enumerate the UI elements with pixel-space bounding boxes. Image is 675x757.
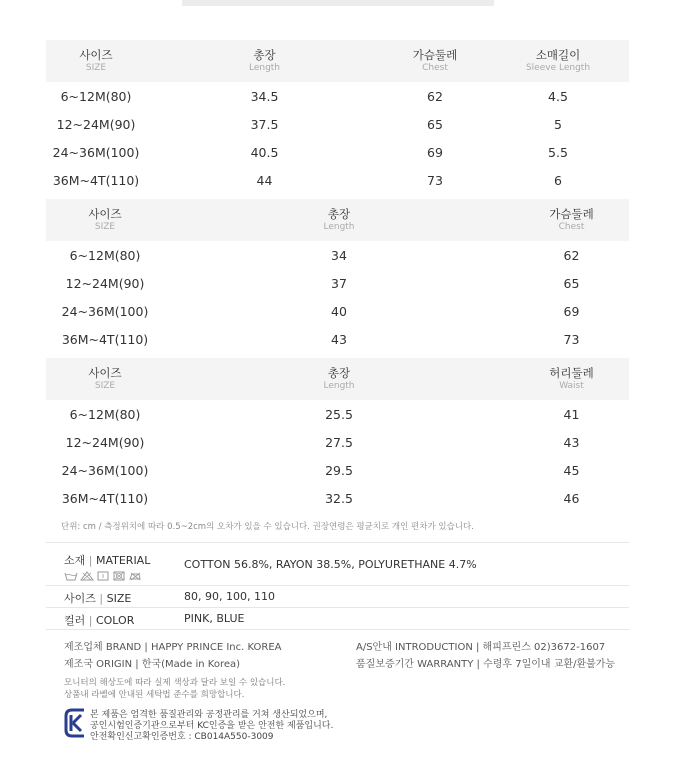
table-row	[46, 456, 629, 484]
cell-size: 6~12M(80)	[69, 247, 141, 263]
cell-size: 12~24M(90)	[56, 116, 136, 132]
cell-length: 37	[331, 275, 347, 291]
cell-sleeve: 6	[554, 172, 562, 188]
cell-size: 24~36M(100)	[52, 144, 140, 160]
cell-sleeve: 5.5	[548, 144, 568, 160]
table-row	[46, 166, 629, 194]
cell-length: 34.5	[250, 88, 279, 104]
cell-size: 12~24M(90)	[65, 275, 145, 291]
cell-length: 43	[331, 331, 347, 347]
kc-text-line-1: 본 제품은 엄격한 품질관리와 공정관리를 거쳐 생산되었으며,	[90, 710, 328, 720]
cell-chest: 69	[563, 303, 580, 319]
size-label: 사이즈 | SIZE	[64, 592, 132, 605]
cell-waist: 43	[563, 434, 580, 450]
table-header-row	[46, 40, 629, 82]
cell-length: 40.5	[250, 144, 279, 160]
cell-chest: 73	[427, 172, 443, 188]
kc-certification-icon	[64, 706, 86, 740]
cell-waist: 46	[563, 490, 580, 506]
cell-size: 36M~4T(110)	[52, 172, 140, 188]
cell-chest: 65	[427, 116, 443, 132]
kc-text-line-2: 공인시험인증기관으로부터 KC인증을 받은 안전한 제품입니다.	[90, 721, 334, 731]
divider	[46, 607, 629, 608]
cell-size: 12~24M(90)	[65, 434, 145, 450]
cell-waist: 45	[563, 462, 580, 478]
warranty-info: 품질보증기간 WARRANTY | 수령후 7일이내 교환/환불가능	[356, 659, 616, 670]
cell-chest: 69	[427, 144, 443, 160]
header-length: 총장 Length	[164, 199, 514, 241]
divider	[46, 629, 629, 630]
size-value: 80, 90, 100, 110	[184, 590, 275, 603]
top-divider-bar	[182, 0, 494, 6]
header-sleeve-length: 소매길이 Sleeve Length	[487, 40, 629, 82]
cell-length: 32.5	[325, 490, 353, 506]
as-info: A/S안내 INTRODUCTION | 해피프린스 02)3672-1607	[356, 642, 606, 653]
table-row	[46, 428, 629, 456]
cell-length: 27.5	[325, 434, 353, 450]
table-row	[46, 269, 629, 297]
header-chest: 가슴둘레 Chest	[514, 199, 629, 241]
table-row	[46, 325, 629, 353]
cell-length: 40	[331, 303, 347, 319]
monitor-notice: 모니터의 해상도에 따라 실제 색상과 달라 보일 수 있습니다.	[64, 678, 286, 688]
cell-length: 29.5	[325, 462, 353, 478]
size-table-bottom	[46, 358, 629, 512]
header-length: 총장 Length	[164, 358, 514, 400]
table-row	[46, 110, 629, 138]
cell-length: 37.5	[250, 116, 279, 132]
material-value: COTTON 56.8%, RAYON 38.5%, POLYURETHANE 4.7%	[184, 558, 477, 571]
brand-info: 제조업체 BRAND | HAPPY PRINCE Inc. KOREA	[64, 642, 282, 653]
cell-size: 36M~4T(110)	[61, 490, 149, 506]
care-icons	[64, 566, 142, 576]
cell-size: 6~12M(80)	[60, 88, 132, 104]
color-label: 컬러 | COLOR	[64, 614, 135, 627]
measurement-note: 단위: cm / 측정위치에 따라 0.5~2cm의 오차가 있을 수 있습니다. 권장연령은 평균치로 개인 편차가 있습니다.	[61, 522, 474, 532]
origin-info: 제조국 ORIGIN | 한국(Made in Korea)	[64, 659, 241, 670]
size-table-middle	[46, 199, 629, 353]
cell-size: 24~36M(100)	[61, 462, 149, 478]
header-chest: 가슴둘레 Chest	[383, 40, 487, 82]
cell-size: 36M~4T(110)	[61, 331, 149, 347]
cell-length: 34	[331, 247, 347, 263]
table-row	[46, 297, 629, 325]
cell-chest: 73	[563, 331, 580, 347]
cell-length: 44	[256, 172, 273, 188]
table-row	[46, 400, 629, 428]
header-length: 총장 Length	[146, 40, 383, 82]
size-table-top	[46, 40, 629, 194]
divider	[46, 585, 629, 586]
dry-square-icon	[96, 566, 110, 576]
cell-length: 25.5	[325, 406, 353, 422]
material-label: 소재 | MATERIAL	[64, 554, 151, 567]
label-notice: 상품내 라벨에 안내된 세탁법 준수를 희망합니다.	[64, 690, 245, 700]
header-size: 사이즈 SIZE	[46, 358, 164, 400]
header-waist: 허리둘레 Waist	[514, 358, 629, 400]
table-row	[46, 241, 629, 269]
cell-size: 24~36M(100)	[61, 303, 149, 319]
table-row	[46, 82, 629, 110]
table-header-row	[46, 199, 629, 241]
cell-chest: 62	[427, 88, 443, 104]
divider	[46, 542, 629, 543]
cell-chest: 62	[563, 247, 580, 263]
cell-waist: 41	[563, 406, 580, 422]
cell-chest: 65	[563, 275, 580, 291]
no-bleach-icon	[80, 566, 94, 576]
no-tumble-dry-icon	[112, 566, 126, 576]
cell-sleeve: 4.5	[548, 88, 568, 104]
cell-size: 6~12M(80)	[69, 406, 141, 422]
color-value: PINK, BLUE	[184, 612, 245, 625]
no-iron-icon	[128, 566, 142, 576]
table-row	[46, 138, 629, 166]
table-header-row	[46, 358, 629, 400]
header-size: 사이즈 SIZE	[46, 199, 164, 241]
header-size: 사이즈 SIZE	[46, 40, 146, 82]
wash-tub-icon	[64, 566, 78, 576]
table-row	[46, 484, 629, 512]
cell-sleeve: 5	[554, 116, 562, 132]
kc-cert-number: 안전확인신고확인증번호 : CB014A550-3009	[90, 732, 274, 742]
